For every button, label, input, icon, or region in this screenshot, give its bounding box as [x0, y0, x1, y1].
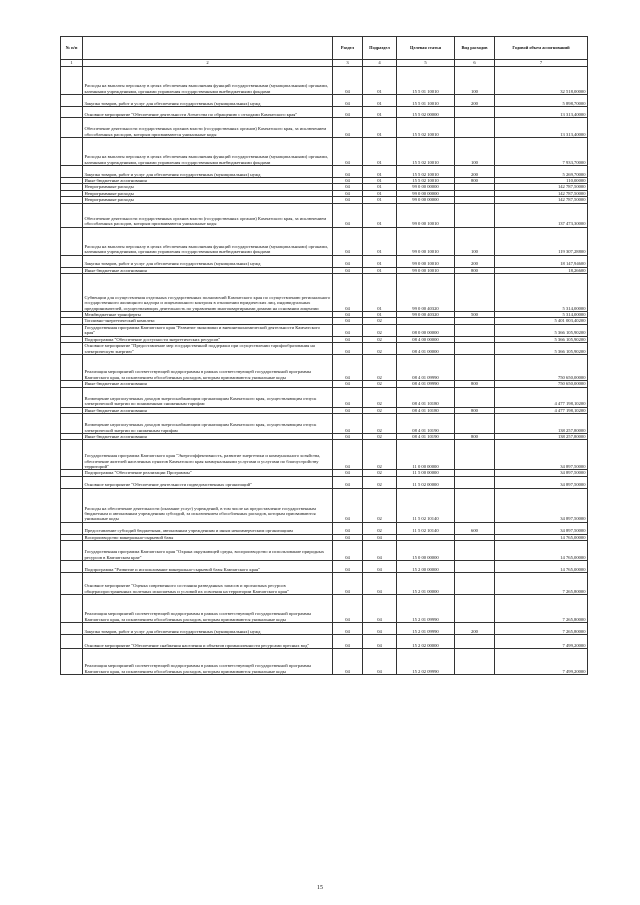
cell-no	[61, 355, 83, 381]
cell-article: 99 0 00 40320	[397, 312, 455, 318]
table-row	[61, 324, 588, 336]
cell-subsection: 02	[363, 387, 397, 407]
cell-section: 04	[333, 95, 363, 107]
cell-section: 04	[333, 178, 363, 184]
cell-amount: 34 897,50000	[495, 470, 588, 476]
cell-section: 04	[333, 318, 363, 324]
cell-expense-type: 200	[455, 95, 495, 107]
cell-subsection: 01	[363, 178, 397, 184]
cell-article: 11 5 00 00000	[397, 470, 455, 476]
cell-expense-type	[455, 387, 495, 407]
cell-no	[61, 541, 83, 561]
cell-no	[61, 138, 83, 166]
table-row	[61, 255, 588, 267]
cell-amount: 7 265,80000	[495, 595, 588, 623]
cell-section: 04	[333, 649, 363, 675]
header-subsection: Подраздел	[363, 37, 397, 60]
cell-section: 04	[333, 522, 363, 534]
cell-section: 04	[333, 623, 363, 635]
cell-amount: 7 933,70000	[495, 138, 588, 166]
cell-name: Основное мероприятие "Предоставление мер государственной поддержки при осуществлении тарифообразования на электрическую энергию"	[83, 343, 333, 355]
header-no: № п/п	[61, 37, 83, 60]
cell-section: 04	[333, 440, 363, 470]
cell-name: Межбюджетные трансферты	[83, 312, 333, 318]
cell-article: 08 4 01 10180	[397, 387, 455, 407]
table-row	[61, 387, 588, 407]
cell-name: Основное мероприятие "Обеспечение деятельности подведомственных организаций"	[83, 476, 333, 488]
cell-article: 15 5 02 10010	[397, 118, 455, 138]
cell-expense-type: 800	[455, 178, 495, 184]
cell-subsection: 02	[363, 470, 397, 476]
cell-section: 04	[333, 595, 363, 623]
cell-subsection: 02	[363, 440, 397, 470]
cell-amount: 13 313,40000	[495, 107, 588, 118]
cell-article: 15 0 00 00000	[397, 541, 455, 561]
cell-expense-type	[455, 203, 495, 227]
cell-section: 04	[333, 534, 363, 540]
cell-no	[61, 476, 83, 488]
cell-name: Реализация мероприятий соответствующей подпрограммы в рамках соответствующей государственной программы Камчатского края, за исключением обособленных расходов, которым присваиваются уникальные коды	[83, 649, 333, 675]
cell-no	[61, 387, 83, 407]
cell-expense-type: 800	[455, 267, 495, 273]
cell-article: 08 4 01 10180	[397, 407, 455, 413]
cell-section: 04	[333, 107, 363, 118]
cell-name: Реализация мероприятий соответствующей подпрограммы в рамках соответствующей государственной программы Камчатского края, за исключением обособленных расходов, которым присваиваются уникальные коды	[83, 355, 333, 381]
cell-name: Основное мероприятие "Обеспечение деятельности Агентства по обращению с отходами Камчатского края"	[83, 107, 333, 118]
table-row	[61, 414, 588, 434]
cell-subsection: 01	[363, 190, 397, 196]
cell-article: 99 0 00 00000	[397, 197, 455, 203]
cell-amount: 750 650,00000	[495, 381, 588, 387]
cell-expense-type: 100	[455, 138, 495, 166]
table-row	[61, 203, 588, 227]
cell-expense-type	[455, 440, 495, 470]
cell-subsection: 01	[363, 227, 397, 255]
table-body	[61, 67, 588, 675]
cell-subsection: 01	[363, 255, 397, 267]
cell-section: 04	[333, 274, 363, 312]
cell-subsection: 04	[363, 541, 397, 561]
cell-name: Расходы на выплаты персоналу в целях обеспечения выполнения функций государственными (муниципальными) органами, казенными учреждениями, органами управления государственными внебюджетными фондами	[83, 227, 333, 255]
header-article: Целевая статья	[397, 37, 455, 60]
cell-expense-type: 100	[455, 227, 495, 255]
cell-expense-type: 200	[455, 166, 495, 178]
cell-name: Закупка товаров, работ и услуг для обеспечения государственных (муниципальных) нужд	[83, 255, 333, 267]
cell-article: 15 5 01 10010	[397, 95, 455, 107]
cell-article: 08 4 01 09990	[397, 381, 455, 387]
cell-subsection: 04	[363, 534, 397, 540]
column-number: 1	[61, 60, 83, 67]
cell-article: 15 2 01 09990	[397, 623, 455, 635]
cell-subsection: 02	[363, 476, 397, 488]
cell-subsection: 01	[363, 67, 397, 95]
cell-no	[61, 623, 83, 635]
column-number: 6	[455, 60, 495, 67]
cell-no	[61, 414, 83, 434]
cell-article: 11 5 02 10140	[397, 488, 455, 522]
table-header-row	[61, 37, 588, 60]
cell-no	[61, 67, 83, 95]
cell-section: 04	[333, 381, 363, 387]
cell-expense-type: 600	[455, 522, 495, 534]
cell-amount: 34 897,50000	[495, 440, 588, 470]
cell-expense-type	[455, 355, 495, 381]
cell-name: Основное мероприятие "Обеспечение снабжения населения и объектов промышленности ресурсами пресных вод"	[83, 635, 333, 649]
cell-expense-type: 100	[455, 67, 495, 95]
cell-amount: 142 787,50000	[495, 190, 588, 196]
cell-name: Государственная программа Камчатского края "Энергоэффективность, развитие энергетики и коммунального хозяйства, обеспечение жителей населенных пунктов Камчатского края коммунальными услугами и услугами по благоустройству территорий"	[83, 440, 333, 470]
cell-expense-type	[455, 118, 495, 138]
cell-subsection: 01	[363, 107, 397, 118]
cell-amount: 138 257,80000	[495, 414, 588, 434]
cell-amount: 14 765,00000	[495, 534, 588, 540]
column-numbers-row	[61, 60, 588, 67]
table-row	[61, 227, 588, 255]
cell-name: Возмещение недополученных доходов энергоснабжающим организациям Камчатского края, осуществляющим отпуск электрической энергии по пониженным сниженным тарифам	[83, 387, 333, 407]
cell-no	[61, 595, 83, 623]
cell-section: 04	[333, 118, 363, 138]
cell-no	[61, 274, 83, 312]
table-row	[61, 561, 588, 573]
cell-name: Расходы на обеспечение деятельности (оказание услуг) учреждений, в том числе на предоставление государственным бюджетным и автономным учреждениям субсидий, за исключением обособленных расходов, которым присваиваются уникальные коды	[83, 488, 333, 522]
cell-name: Подпрограмма "Обеспечение реализации Программы"	[83, 470, 333, 476]
cell-subsection: 02	[363, 434, 397, 440]
cell-article: 15 2 01 00000	[397, 573, 455, 595]
table-row	[61, 649, 588, 675]
cell-name: Топливно-энергетический комплекс	[83, 318, 333, 324]
cell-article: 08 4 01 10190	[397, 434, 455, 440]
cell-subsection: 01	[363, 197, 397, 203]
cell-expense-type	[455, 573, 495, 595]
cell-amount: 34 897,50000	[495, 522, 588, 534]
table-row	[61, 635, 588, 649]
cell-name: Иные бюджетные ассигнования	[83, 381, 333, 387]
cell-subsection: 02	[363, 522, 397, 534]
cell-expense-type	[455, 561, 495, 573]
cell-no	[61, 522, 83, 534]
cell-name: Обеспечение деятельности государственных органов власти (государственных органов) Камчатского края, за исключением обособленных расходов, которым присваиваются уникальные коды	[83, 118, 333, 138]
table-row	[61, 343, 588, 355]
cell-section: 04	[333, 336, 363, 342]
cell-name: Непрограммные расходы	[83, 190, 333, 196]
cell-name: Субвенции для осуществления отдельных государственных полномочий Камчатского края по осуществлению регионального государственного жилищного надзора и лицензионного контроля в отношении юридических лиц, индивидуальных предпринимателей, осуществляющих деятельность по управлению многоквартирными домами на основании лицензии	[83, 274, 333, 312]
cell-amount: 110,00000	[495, 178, 588, 184]
cell-amount: 142 787,50000	[495, 197, 588, 203]
cell-article: 15 2 02 09990	[397, 649, 455, 675]
table-row	[61, 95, 588, 107]
cell-subsection: 04	[363, 623, 397, 635]
cell-name: Возмещение недополученных доходов энергоснабжающим организациям Камчатского края, осуществляющим отпуск электрической энергии по сниженным тарифам	[83, 414, 333, 434]
cell-expense-type	[455, 649, 495, 675]
cell-subsection: 01	[363, 118, 397, 138]
cell-section: 04	[333, 387, 363, 407]
cell-name: Государственная программа Камчатского края "Охрана окружающей среды, воспроизводство и использование природных ресурсов в Камчатском крае"	[83, 541, 333, 561]
cell-name: Иные бюджетные ассигнования	[83, 178, 333, 184]
cell-expense-type	[455, 343, 495, 355]
cell-amount: 14 765,00000	[495, 561, 588, 573]
cell-subsection: 01	[363, 138, 397, 166]
cell-subsection: 01	[363, 267, 397, 273]
cell-subsection: 01	[363, 95, 397, 107]
cell-expense-type: 800	[455, 434, 495, 440]
table-row	[61, 541, 588, 561]
cell-article: 15 5 02 10010	[397, 178, 455, 184]
cell-name: Закупка товаров, работ и услуг для обеспечения государственных (муниципальных) нужд	[83, 623, 333, 635]
cell-section: 04	[333, 476, 363, 488]
cell-section: 04	[333, 407, 363, 413]
cell-name: Закупка товаров, работ и услуг для обеспечения государственных (муниципальных) нужд	[83, 95, 333, 107]
page-number: 15	[317, 885, 323, 891]
cell-article: 15 5 02 00000	[397, 107, 455, 118]
cell-amount: 34 897,50000	[495, 488, 588, 522]
cell-article: 15 5 01 10010	[397, 67, 455, 95]
cell-amount: 7 265,80000	[495, 573, 588, 595]
cell-no	[61, 95, 83, 107]
cell-article: 11 0 00 00000	[397, 440, 455, 470]
cell-amount: 34 897,50000	[495, 476, 588, 488]
cell-section: 04	[333, 138, 363, 166]
cell-expense-type	[455, 107, 495, 118]
cell-subsection: 01	[363, 274, 397, 312]
cell-no	[61, 255, 83, 267]
cell-subsection: 02	[363, 343, 397, 355]
cell-section: 04	[333, 573, 363, 595]
cell-expense-type	[455, 414, 495, 434]
cell-no	[61, 324, 83, 336]
cell-amount: 4 477 198,10200	[495, 387, 588, 407]
cell-name: Расходы на выплаты персоналу в целях обеспечения выполнения функций государственными (муниципальными) органами, казенными учреждениями, органами управления государственными внебюджетными фондами	[83, 138, 333, 166]
table-row	[61, 476, 588, 488]
cell-section: 04	[333, 561, 363, 573]
column-number: 2	[83, 60, 333, 67]
cell-expense-type: 200	[455, 255, 495, 267]
cell-section: 04	[333, 166, 363, 178]
cell-section: 04	[333, 184, 363, 190]
cell-amount: 7 265,80000	[495, 623, 588, 635]
cell-no	[61, 649, 83, 675]
cell-amount: 750 650,00000	[495, 355, 588, 381]
cell-subsection: 02	[363, 324, 397, 336]
header-amount: Годовой объем ассигнований	[495, 37, 588, 60]
cell-amount: 4 477 198,10200	[495, 407, 588, 413]
cell-section: 04	[333, 67, 363, 95]
table-row	[61, 522, 588, 534]
cell-amount: 5 898,70000	[495, 95, 588, 107]
cell-section: 04	[333, 343, 363, 355]
cell-section: 04	[333, 190, 363, 196]
cell-no	[61, 227, 83, 255]
cell-amount: 5 366 105,90200	[495, 336, 588, 342]
cell-amount: 138 257,80000	[495, 434, 588, 440]
cell-article: 99 0 00 10010	[397, 267, 455, 273]
cell-subsection: 02	[363, 488, 397, 522]
cell-name: Предоставление субсидий бюджетным, автономным учреждениям и иным некоммерческим организациям	[83, 522, 333, 534]
cell-no	[61, 573, 83, 595]
table-row	[61, 595, 588, 623]
table-row	[61, 107, 588, 118]
cell-name: Государственная программа Камчатского края "Развитие экономики и внешнеэкономической деятельности Камчатского края"	[83, 324, 333, 336]
cell-no	[61, 635, 83, 649]
cell-subsection: 01	[363, 203, 397, 227]
column-number: 7	[495, 60, 588, 67]
table-row	[61, 138, 588, 166]
table-row	[61, 274, 588, 312]
cell-name: Подпрограмма "Развитие и использование минерально-сырьевой базы Камчатского края"	[83, 561, 333, 573]
cell-article: 15 2 00 00000	[397, 561, 455, 573]
cell-amount: 7 499,20000	[495, 635, 588, 649]
cell-subsection: 02	[363, 318, 397, 324]
cell-expense-type	[455, 324, 495, 336]
cell-name: Непрограммные расходы	[83, 184, 333, 190]
cell-amount: 119 307,28800	[495, 227, 588, 255]
table-row	[61, 440, 588, 470]
cell-name: Подпрограмма "Обеспечение доступности энергетических ресурсов"	[83, 336, 333, 342]
cell-article: 15 2 01 09990	[397, 595, 455, 623]
cell-no	[61, 440, 83, 470]
cell-article: 15 2 02 00000	[397, 635, 455, 649]
cell-name: Расходы на выплаты персоналу в целях обеспечения выполнения функций государственными (муниципальными) органами, казенными учреждениями, органами управления государственными внебюджетными фондами	[83, 67, 333, 95]
cell-subsection: 02	[363, 336, 397, 342]
cell-amount: 18,26600	[495, 267, 588, 273]
table-row	[61, 573, 588, 595]
cell-article: 99 0 00 10010	[397, 227, 455, 255]
cell-article: 15 5 02 10010	[397, 166, 455, 178]
header-expense-type: Вид расходов	[455, 37, 495, 60]
column-number: 3	[333, 60, 363, 67]
cell-name: Иные бюджетные ассигнования	[83, 434, 333, 440]
cell-subsection: 01	[363, 312, 397, 318]
cell-expense-type	[455, 274, 495, 312]
cell-subsection: 01	[363, 166, 397, 178]
cell-name: Иные бюджетные ассигнования	[83, 267, 333, 273]
cell-no	[61, 166, 83, 178]
cell-no	[61, 118, 83, 138]
cell-subsection: 02	[363, 355, 397, 381]
cell-expense-type	[455, 488, 495, 522]
cell-name: Основное мероприятие "Оценка современного состояния разведанных запасов и прогнозных ресурсов общераспространенных полезных ископаемых и условий их освоения на территории Камчатского края"	[83, 573, 333, 595]
table-row	[61, 623, 588, 635]
cell-subsection: 04	[363, 573, 397, 595]
cell-subsection: 04	[363, 649, 397, 675]
cell-article: 11 5 02 00000	[397, 476, 455, 488]
cell-no	[61, 488, 83, 522]
cell-amount: 18 147,94600	[495, 255, 588, 267]
cell-amount: 5 314,00000	[495, 274, 588, 312]
table-row	[61, 355, 588, 381]
cell-amount: 137 473,30000	[495, 203, 588, 227]
cell-amount: 5 269,70000	[495, 166, 588, 178]
cell-subsection: 04	[363, 595, 397, 623]
budget-table-sheet	[60, 36, 587, 675]
cell-article: 99 0 00 00000	[397, 190, 455, 196]
cell-no	[61, 107, 83, 118]
cell-expense-type: 200	[455, 623, 495, 635]
table-row	[61, 67, 588, 95]
table-row	[61, 166, 588, 178]
cell-amount: 5 366 105,90200	[495, 324, 588, 336]
cell-article: 11 5 02 10140	[397, 522, 455, 534]
cell-amount: 5 314,00000	[495, 312, 588, 318]
cell-amount: 14 765,00000	[495, 541, 588, 561]
cell-amount: 5 366 105,90200	[495, 343, 588, 355]
cell-article: 08 4 01 09990	[397, 355, 455, 381]
cell-section: 04	[333, 267, 363, 273]
cell-section: 04	[333, 197, 363, 203]
cell-name: Закупка товаров, работ и услуг для обеспечения государственных (муниципальных) нужд	[83, 166, 333, 178]
cell-expense-type	[455, 635, 495, 649]
cell-section: 04	[333, 414, 363, 434]
cell-article: 08 0 00 00000	[397, 324, 455, 336]
cell-amount: 13 313,40000	[495, 118, 588, 138]
cell-article: 08 4 00 00000	[397, 336, 455, 342]
cell-article: 99 0 00 10010	[397, 203, 455, 227]
cell-subsection: 04	[363, 561, 397, 573]
cell-amount: 32 518,00000	[495, 67, 588, 95]
cell-article: 99 0 00 00000	[397, 184, 455, 190]
cell-expense-type	[455, 541, 495, 561]
cell-section: 04	[333, 324, 363, 336]
cell-section: 04	[333, 355, 363, 381]
cell-article: 99 0 00 40320	[397, 274, 455, 312]
cell-subsection: 01	[363, 184, 397, 190]
cell-section: 04	[333, 434, 363, 440]
cell-no	[61, 203, 83, 227]
cell-expense-type: 800	[455, 407, 495, 413]
cell-section: 04	[333, 541, 363, 561]
cell-name: Воспроизводство минерально-сырьевой базы	[83, 534, 333, 540]
cell-name: Реализация мероприятий соответствующей подпрограммы в рамках соответствующей государственной программы Камчатского края, за исключением обособленных расходов, которым присваиваются уникальные коды	[83, 595, 333, 623]
header-section: Раздел	[333, 37, 363, 60]
cell-amount: 7 499,20000	[495, 649, 588, 675]
cell-section: 04	[333, 488, 363, 522]
cell-subsection: 02	[363, 407, 397, 413]
cell-article: 15 5 02 10010	[397, 138, 455, 166]
cell-name: Иные бюджетные ассигнования	[83, 407, 333, 413]
cell-article: 08 4 01 10190	[397, 414, 455, 434]
cell-section: 04	[333, 227, 363, 255]
cell-section: 04	[333, 635, 363, 649]
cell-expense-type	[455, 476, 495, 488]
cell-section: 04	[333, 312, 363, 318]
cell-expense-type	[455, 595, 495, 623]
header-name	[83, 37, 333, 60]
cell-amount: 142 787,50000	[495, 184, 588, 190]
cell-article: 99 0 00 10010	[397, 255, 455, 267]
budget-allocations-table	[60, 36, 588, 675]
cell-name: Обеспечение деятельности государственных органов власти (государственных органов) Камчатского края, за исключением обособленных расходов, которым присваиваются уникальные коды	[83, 203, 333, 227]
cell-no	[61, 343, 83, 355]
cell-subsection: 02	[363, 381, 397, 387]
column-number: 5	[397, 60, 455, 67]
table-row	[61, 118, 588, 138]
table-row	[61, 488, 588, 522]
cell-amount: 5 401 003,40200	[495, 318, 588, 324]
cell-subsection: 02	[363, 414, 397, 434]
cell-section: 04	[333, 470, 363, 476]
cell-section: 04	[333, 255, 363, 267]
cell-name: Непрограммные расходы	[83, 197, 333, 203]
cell-article: 08 4 01 00000	[397, 343, 455, 355]
cell-section: 04	[333, 203, 363, 227]
cell-subsection: 04	[363, 635, 397, 649]
cell-expense-type: 800	[455, 381, 495, 387]
column-number: 4	[363, 60, 397, 67]
cell-no	[61, 561, 83, 573]
cell-expense-type: 500	[455, 312, 495, 318]
